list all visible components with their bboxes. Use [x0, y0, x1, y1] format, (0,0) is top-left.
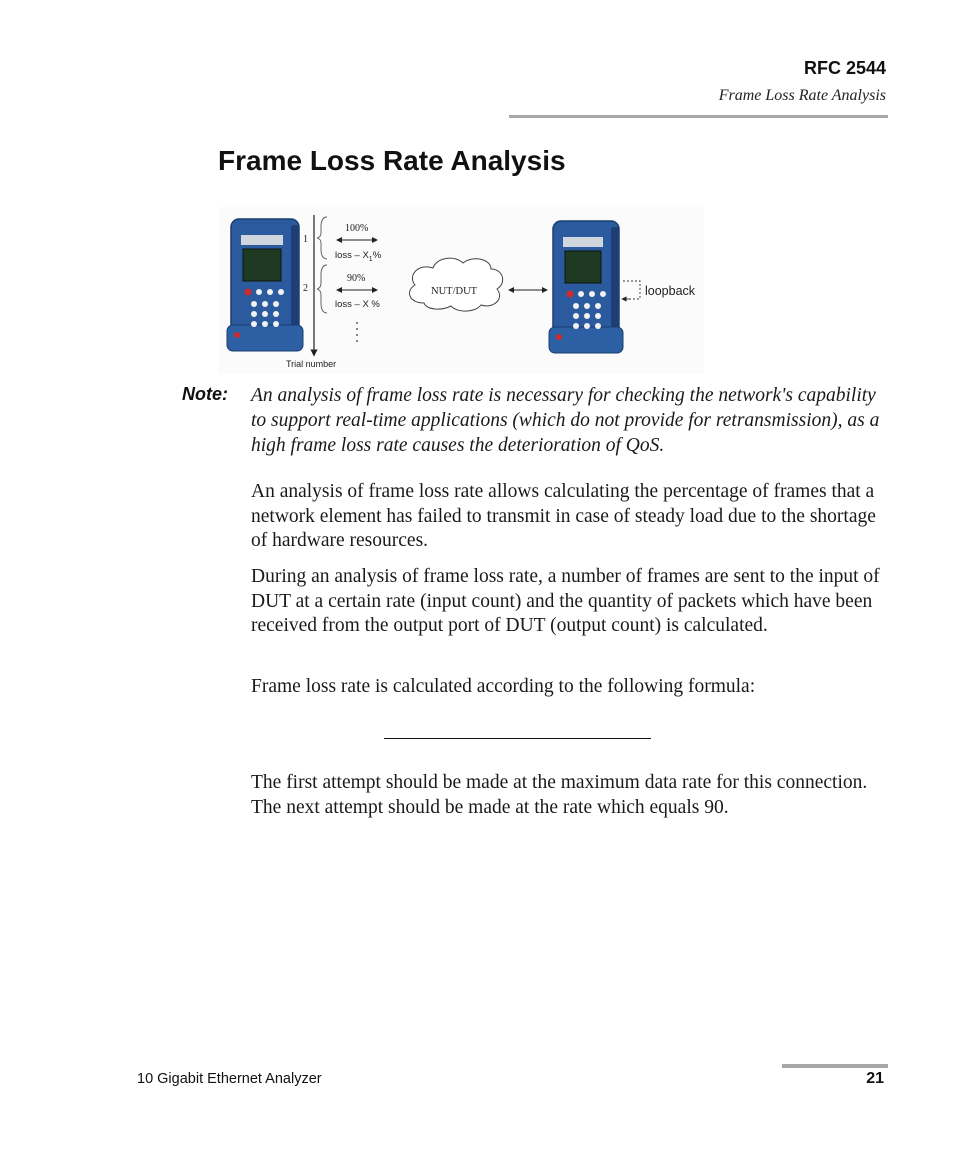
- trial-1-loss: loss – $X_1\%$: [335, 250, 382, 263]
- paragraph-procedure: During an analysis of frame loss rate, a number of frames are sent to the input of DUT at a certain rate (input count) and the quantity of packets which have been received from the output port of DUT (output count) is calculated.: [251, 566, 880, 637]
- test-device-right: [549, 221, 623, 353]
- loopback-path: [623, 281, 640, 299]
- frame-loss-diagram: [219, 207, 704, 374]
- trial-2-loss: loss – X %: [335, 299, 380, 310]
- trial-2-number: 2: [303, 283, 308, 294]
- footer-divider: [782, 1064, 888, 1068]
- nut-dut-cloud: [409, 258, 502, 311]
- continuation-dots: [356, 322, 358, 342]
- trial-2-rate: 90%: [347, 273, 366, 284]
- header-divider: [509, 115, 888, 118]
- header-subsection: Frame Loss Rate Analysis: [718, 87, 886, 104]
- note-label: Note:: [182, 384, 228, 404]
- trial-axis-label: Trial number: [286, 359, 337, 369]
- trial-2-brace: [317, 265, 327, 313]
- cloud-label: NUT/DUT: [431, 286, 478, 297]
- trial-1-brace: [317, 217, 327, 259]
- formula-fraction-bar: [384, 738, 651, 739]
- frame-loss-figure: [219, 207, 704, 374]
- test-device-left: [227, 219, 303, 351]
- trial-1-rate: 100%: [345, 223, 369, 234]
- page-number: 21: [866, 1070, 884, 1087]
- trial-1-number: 1: [303, 234, 308, 245]
- page-title: Frame Loss Rate Analysis: [218, 145, 566, 176]
- note-text: An analysis of frame loss rate is necessary for checking the network's capability to support real-time applications (which do not provide for retransmission), as a high frame loss rate causes the deterioration of QoS.: [251, 385, 880, 456]
- paragraph-definition: An analysis of frame loss rate allows calculating the percentage of frames that a network element has failed to transmit in case of steady load due to the shortage of hardware resources.: [251, 481, 876, 552]
- paragraph-formula-intro: Frame loss rate is calculated according to the following formula:: [251, 676, 756, 697]
- paragraph-attempts: The first attempt should be made at the maximum data rate for this connection. The next attempt should be made at the rate which equals 90.: [251, 772, 868, 818]
- header-section: RFC 2544: [803, 58, 886, 78]
- loopback-label: loopback: [645, 284, 696, 298]
- footer-product: 10 Gigabit Ethernet Analyzer: [137, 1071, 322, 1087]
